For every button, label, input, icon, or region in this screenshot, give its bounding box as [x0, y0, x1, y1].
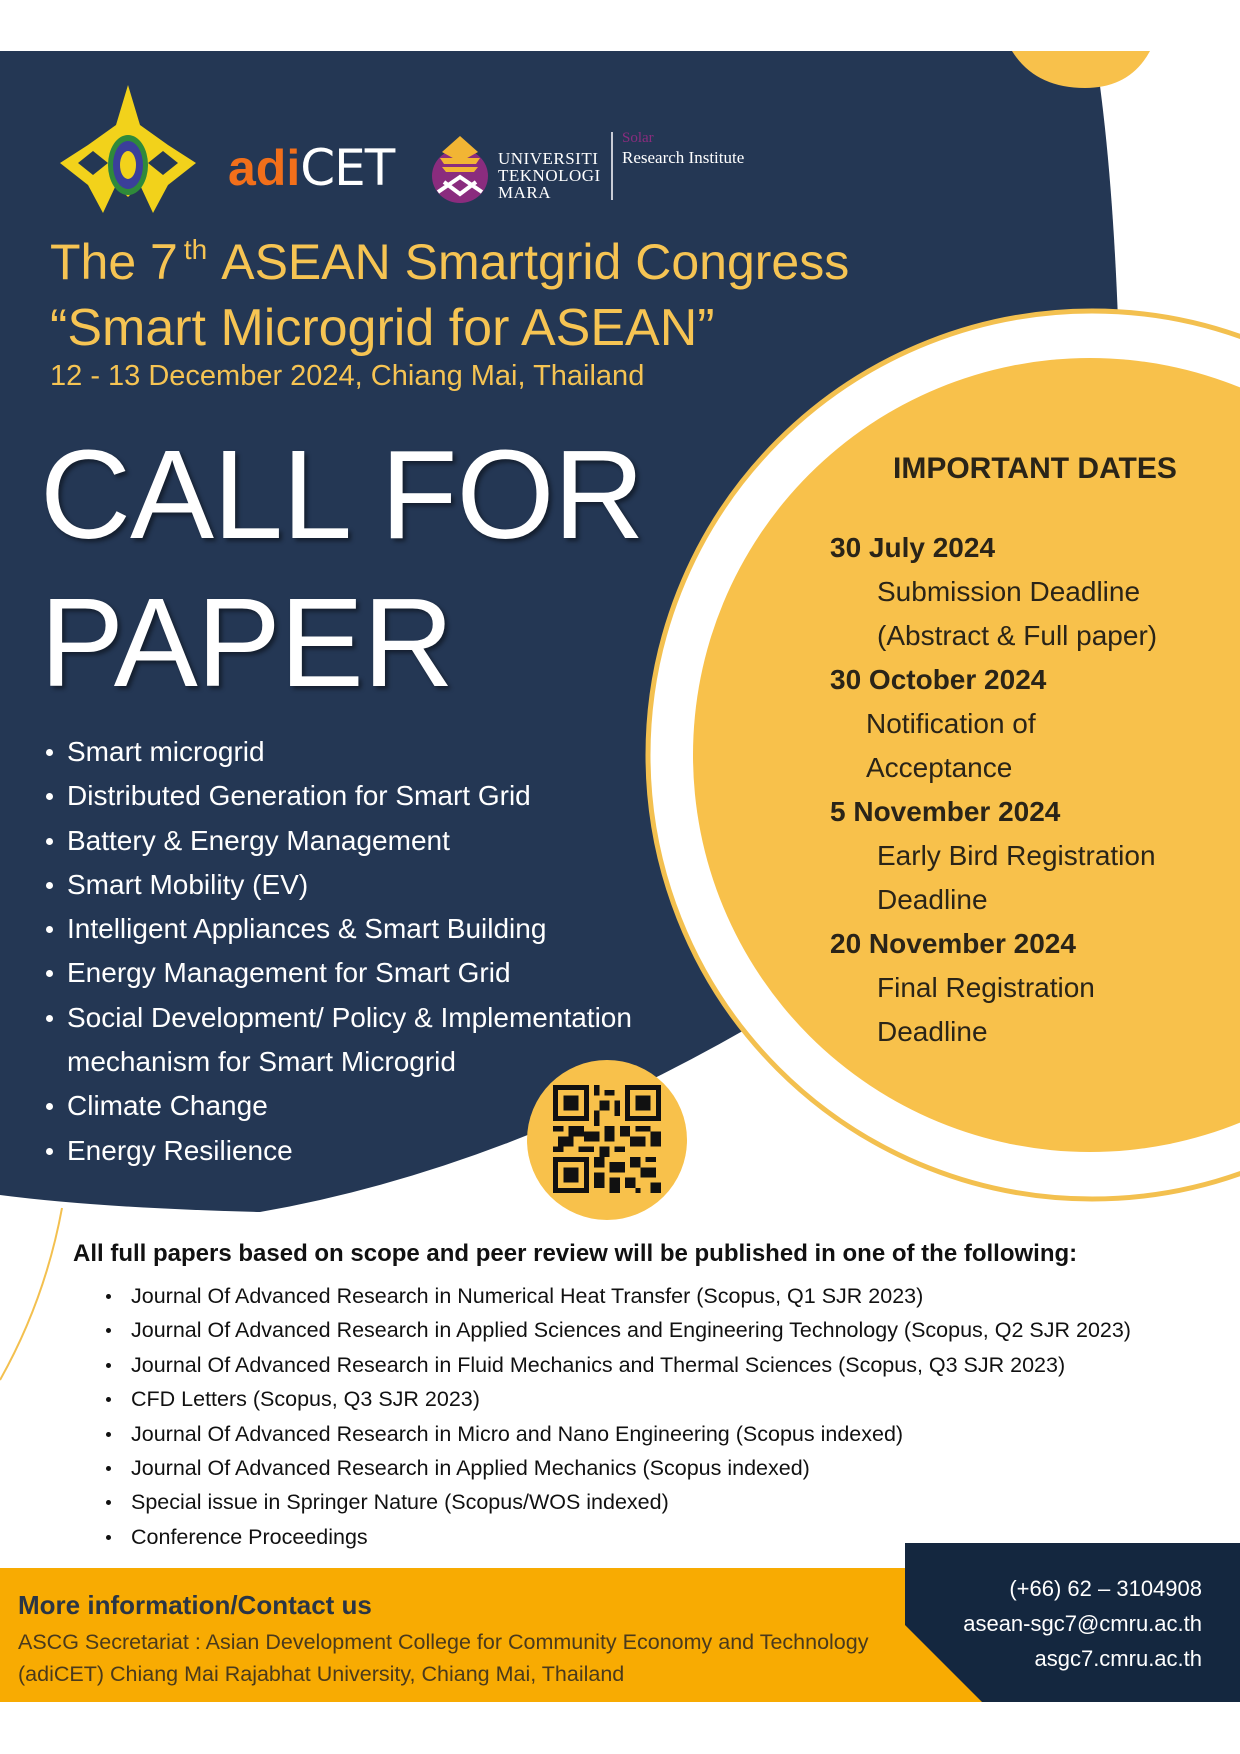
journal-label: Journal Of Advanced Research in Fluid Mechanics and Thermal Sciences (Scopus, Q3 SJR 2023) [131, 1352, 1066, 1377]
bullet-icon [106, 1535, 111, 1540]
date-description: (Abstract & Full paper) [877, 620, 1158, 651]
journal-label: Special issue in Springer Nature (Scopus/WOS indexed) [131, 1490, 669, 1515]
uitm-line-3: MARA [498, 183, 552, 202]
university-emblem-icon [58, 85, 198, 215]
topic-label: Battery & Energy Management [67, 824, 450, 856]
important-dates-list [830, 526, 1157, 1054]
date-description: Early Bird Registration [877, 840, 1156, 871]
journals-list [104, 1279, 1131, 1554]
topic-item [44, 907, 632, 951]
bullet-icon [46, 749, 53, 756]
congress-title [50, 232, 849, 300]
topic-item [44, 1084, 632, 1128]
journal-item [104, 1417, 1131, 1451]
important-dates-title: IMPORTANT DATES [893, 452, 1177, 485]
date-label: 30 July 2024 [830, 532, 996, 563]
contact-email[interactable]: asean-sgc7@cmru.ac.th [963, 1611, 1202, 1636]
bullet-icon [106, 1328, 111, 1333]
date-description: Deadline [877, 1016, 988, 1047]
topics-list [44, 730, 632, 1173]
bullet-icon [106, 1397, 111, 1402]
bullet-icon [106, 1432, 111, 1437]
hero-line-2: PAPER [40, 572, 453, 713]
institute-solar-label: Solar [622, 130, 654, 146]
bullet-icon [46, 970, 53, 977]
bullet-icon [46, 1015, 53, 1022]
bullet-icon [106, 1500, 111, 1505]
topic-label: mechanism for Smart Microgrid [67, 1046, 456, 1078]
topic-item [44, 1129, 632, 1173]
journal-item [104, 1451, 1131, 1485]
topic-item-continuation [44, 1040, 632, 1084]
date-label: 20 November 2024 [830, 928, 1076, 959]
footer-secretariat-line-2: (adiCET) Chiang Mai Rajabhat University, Chiang Mai, Thailand [18, 1662, 625, 1686]
uitm-line-2: TEKNOLOGI [498, 166, 601, 185]
adicet-logo-cet: CET [300, 139, 395, 197]
bullet-icon [46, 926, 53, 933]
journal-label: Journal Of Advanced Research in Numerical Heat Transfer (Scopus, Q1 SJR 2023) [131, 1284, 924, 1308]
uitm-logo-text [498, 150, 601, 201]
bullet-icon [46, 793, 53, 800]
topic-item [44, 819, 632, 863]
topic-label: Social Development/ Policy & Implementation [67, 1001, 632, 1033]
congress-date-location: 12 - 13 December 2024, Chiang Mai, Thailand [50, 360, 645, 392]
date-description: Submission Deadline [877, 576, 1141, 607]
topic-item [44, 774, 632, 818]
date-description: Deadline [877, 884, 988, 915]
date-label: 5 November 2024 [830, 796, 1061, 827]
journal-item [104, 1313, 1131, 1347]
journal-label: CFD Letters (Scopus, Q3 SJR 2023) [131, 1387, 480, 1412]
adicet-logo-adi: adi [228, 140, 301, 196]
topic-label: Smart Mobility (EV) [67, 868, 309, 900]
bullet-icon [106, 1466, 111, 1471]
title-prefix: The 7 [50, 234, 178, 290]
uitm-line-1: UNIVERSITI [498, 149, 599, 168]
bullet-icon [46, 838, 53, 845]
topic-label: Energy Management for Smart Grid [67, 957, 511, 989]
congress-theme: “Smart Microgrid for ASEAN” [50, 299, 715, 357]
topic-item [44, 951, 632, 995]
date-description: Final Registration [877, 972, 1095, 1003]
title-rest: ASEAN Smartgrid Congress [221, 234, 850, 290]
topic-label: Smart microgrid [67, 736, 265, 767]
bullet-icon [106, 1363, 111, 1368]
bullet-icon [46, 1148, 53, 1155]
journal-item [104, 1348, 1131, 1382]
topic-item [44, 730, 632, 774]
topic-label: Climate Change [67, 1090, 268, 1122]
topic-label: Distributed Generation for Smart Grid [67, 780, 531, 812]
contact-phone: (+66) 62 – 3104908 [1009, 1576, 1202, 1601]
date-description: Acceptance [866, 752, 1013, 783]
bullet-icon [46, 1103, 53, 1110]
hero-line-1: CALL FOR [40, 424, 644, 565]
bullet-icon [46, 882, 53, 889]
footer-heading: More information/Contact us [18, 1590, 372, 1620]
uitm-emblem-icon [430, 132, 490, 204]
institute-name: Research Institute [622, 148, 745, 167]
adicet-logo [228, 139, 395, 197]
journal-label: Conference Proceedings [131, 1524, 368, 1549]
publication-heading: All full papers based on scope and peer review will be published in one of the following: [73, 1240, 1078, 1267]
date-label: 30 October 2024 [830, 664, 1047, 695]
journal-item [104, 1279, 1131, 1313]
title-ordinal: th [183, 234, 208, 265]
date-description: Notification of [866, 708, 1036, 739]
topic-label: Intelligent Appliances & Smart Building [67, 913, 547, 945]
contact-website[interactable]: asgc7.cmru.ac.th [1034, 1646, 1202, 1671]
logo-divider [611, 132, 613, 200]
qr-code-icon[interactable] [553, 1085, 661, 1193]
journal-item [104, 1485, 1131, 1519]
journal-item [104, 1520, 1131, 1554]
journal-item [104, 1382, 1131, 1416]
journal-label: Journal Of Advanced Research in Applied Sciences and Engineering Technology (Scopus, Q2 SJR 2023) [131, 1318, 1131, 1343]
journal-label: Journal Of Advanced Research in Applied Mechanics (Scopus indexed) [131, 1455, 810, 1480]
topic-item [44, 863, 632, 907]
topic-item [44, 996, 632, 1040]
footer-secretariat-line-1: ASCG Secretariat : Asian Development College for Community Economy and Technology [18, 1630, 869, 1654]
journal-label: Journal Of Advanced Research in Micro and Nano Engineering (Scopus indexed) [131, 1421, 904, 1446]
topic-label: Energy Resilience [67, 1134, 293, 1166]
decorative-arc [0, 1208, 62, 1380]
bullet-icon [106, 1294, 111, 1299]
